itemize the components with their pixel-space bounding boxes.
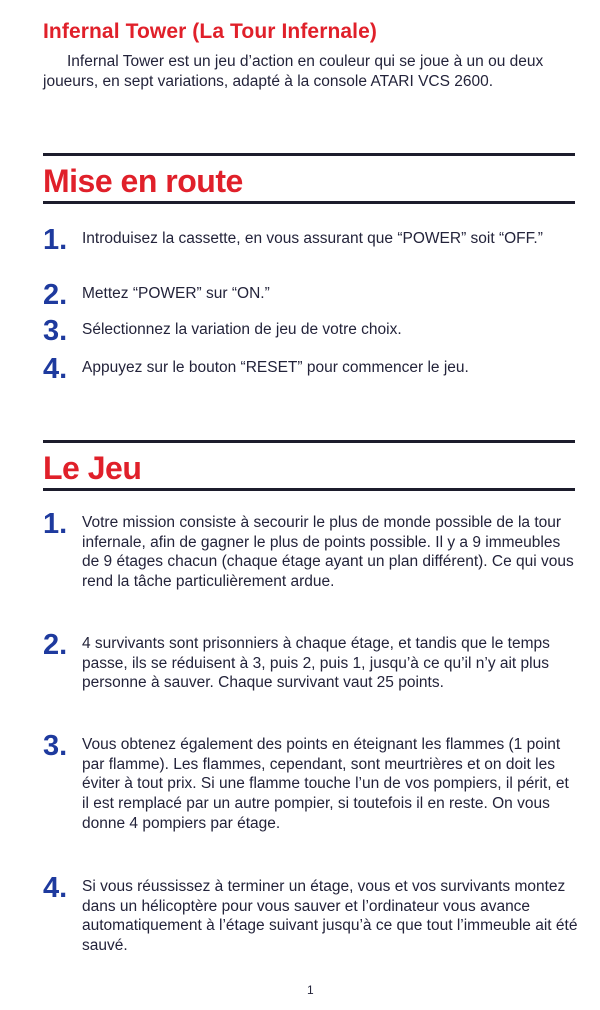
step-text: Sélectionnez la variation de jeu de votre choix.: [82, 321, 402, 338]
section-rule-bottom: [43, 488, 575, 491]
rule-number: 1.: [43, 508, 68, 540]
step-number: 4.: [43, 353, 68, 385]
rule-number: 3.: [43, 730, 68, 762]
section-title-setup: Mise en route: [43, 163, 243, 199]
page-number: 1: [307, 983, 314, 997]
rule-text: Vous obtenez également des points en éteignant les flammes (1 point par flamme). Les flammes, cependant, sont meurtrières et on doit les éviter à tout prix. Si une flamme touche l’un de vos pompiers, il périt, et il est remplacé par un autre pompier, si toutefois il en reste. On vous donne 4 pompiers par étage.: [82, 736, 569, 832]
section-title-game: Le Jeu: [43, 450, 142, 486]
section-rule-bottom: [43, 201, 575, 204]
step-number: 2.: [43, 279, 68, 311]
step-number: 1.: [43, 224, 68, 256]
rule-number: 2.: [43, 629, 68, 661]
section-rule-top: [43, 440, 575, 443]
rule-text: Votre mission consiste à secourir le plus de monde possible de la tour infernale, afin de gagner le plus de points possible. Il y a 9 immeubles de 9 étages chacun (chaque étage ayant un plan différent). Ce qui vous rend la tâche particulièrement ardue.: [82, 514, 574, 591]
step-text: Appuyez sur le bouton “RESET” pour commencer le jeu.: [82, 359, 469, 376]
rule-text: 4 survivants sont prisonniers à chaque étage, et tandis que le temps passe, ils se réduisent à 3, puis 2, puis 1, jusqu’à ce qu’il n’y ait plus personne à sauver. Chaque survivant vaut 25 points.: [82, 635, 550, 692]
section-rule-top: [43, 153, 575, 156]
step-text: Mettez “POWER” sur “ON.”: [82, 285, 270, 302]
intro-paragraph: Infernal Tower est un jeu d’action en couleur qui se joue à un ou deux joueurs, en sept variations, adapté à la console ATARI VCS 2600.: [43, 53, 544, 90]
step-number: 3.: [43, 315, 68, 347]
game-title: Infernal Tower (La Tour Infernale): [43, 20, 377, 43]
rule-text: Si vous réussissez à terminer un étage, vous et vos survivants montez dans un hélicoptère pour vous sauver et l’ordinateur vous avance automatiquement à l’étage suivant jusqu’à ce que tout l’immeuble ait été sauvé.: [82, 878, 578, 955]
rule-number: 4.: [43, 872, 68, 904]
step-text: Introduisez la cassette, en vous assurant que “POWER” soit “OFF.”: [82, 230, 543, 247]
